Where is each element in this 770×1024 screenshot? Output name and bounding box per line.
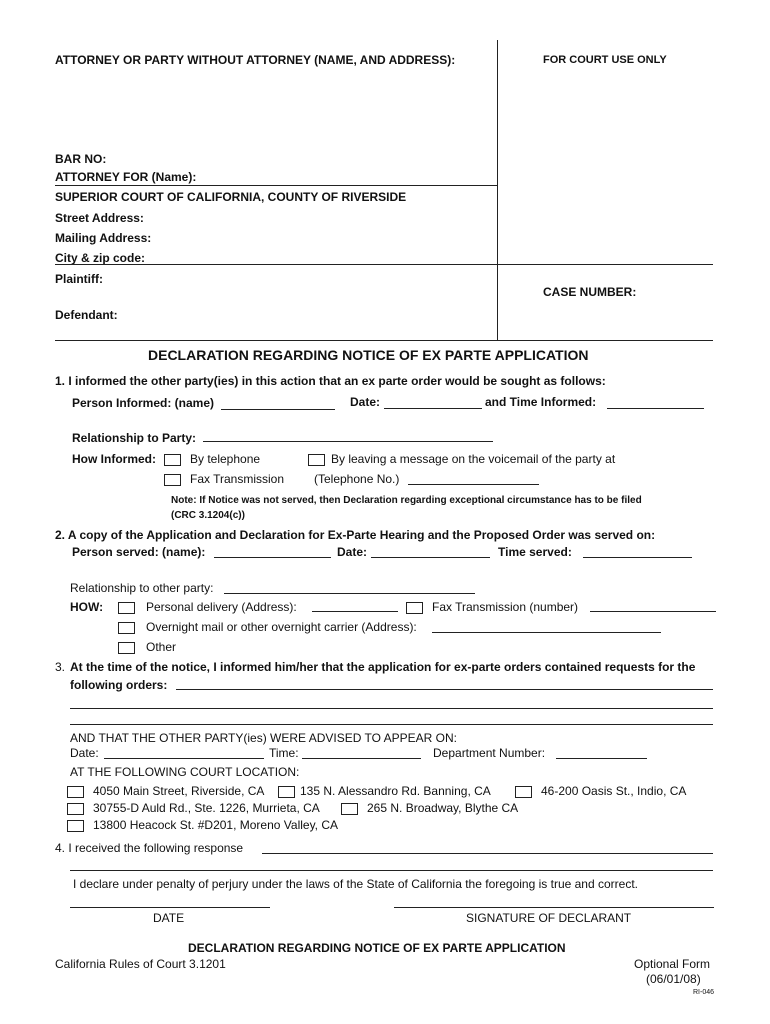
banning-checkbox[interactable]: [278, 786, 295, 798]
appear-date-field[interactable]: [104, 758, 264, 759]
personal-delivery-checkbox[interactable]: [118, 602, 135, 614]
court-box-bottom: [55, 264, 713, 265]
signature-field[interactable]: [394, 907, 714, 908]
section3-text1: At the time of the notice, I informed him/her that the application for ex-parte orders contained requests for the: [70, 660, 696, 674]
murrieta-label: 30755-D Auld Rd., Ste. 1226, Murrieta, CA: [93, 801, 320, 815]
how-label: HOW:: [70, 600, 104, 614]
time-served-label: Time served:: [498, 545, 572, 559]
court-name: SUPERIOR COURT OF CALIFORNIA, COUNTY OF RIVERSIDE: [55, 190, 407, 204]
appear-time-label: Time:: [269, 746, 299, 760]
section3-text2: following orders:: [70, 678, 168, 692]
relationship-label: Relationship to Party:: [72, 431, 197, 445]
relationship-field[interactable]: [203, 441, 493, 442]
orders-field-3[interactable]: [70, 724, 713, 725]
banning-label: 135 N. Alessandro Rd. Banning, CA: [300, 784, 491, 798]
declaration-text: I declare under penalty of perjury under the laws of the State of California the foregoing is true and correct.: [73, 877, 638, 891]
form-title: DECLARATION REGARDING NOTICE OF EX PARTE APPLICATION: [148, 347, 589, 363]
rules-label: California Rules of Court 3.1201: [55, 957, 226, 971]
form-code: RI-046: [693, 989, 715, 996]
appear-time-field[interactable]: [302, 758, 421, 759]
by-telephone-label: By telephone: [190, 452, 261, 466]
orders-field-2[interactable]: [70, 708, 713, 709]
street-address-label: Street Address:: [55, 211, 144, 225]
date-label: DATE: [153, 911, 185, 925]
by-message-checkbox[interactable]: [308, 454, 325, 466]
person-informed-label: Person Informed: (name): [72, 396, 215, 410]
case-number-label: CASE NUMBER:: [543, 285, 637, 299]
time-informed-field[interactable]: [607, 408, 704, 409]
attorney-label: ATTORNEY OR PARTY WITHOUT ATTORNEY (NAME, AND ADDRESS):: [55, 53, 456, 67]
bar-no-label: BAR NO:: [55, 152, 107, 166]
section3-number: 3.: [55, 660, 66, 674]
response-field-2[interactable]: [70, 870, 713, 871]
header-box-bottom: [55, 340, 713, 341]
dept-number-label: Department Number:: [433, 746, 546, 760]
section4-text: 4. I received the following response: [55, 841, 244, 855]
personal-delivery-field[interactable]: [312, 611, 398, 612]
riverside-label: 4050 Main Street, Riverside, CA: [93, 784, 265, 798]
signature-label: SIGNATURE OF DECLARANT: [466, 911, 632, 925]
riverside-checkbox[interactable]: [67, 786, 84, 798]
dept-number-field[interactable]: [556, 758, 647, 759]
section2-text: 2. A copy of the Application and Declaration for Ex-Parte Hearing and the Proposed Order was served on:: [55, 528, 656, 542]
date-informed-label: Date:: [350, 395, 381, 409]
attorney-for-label: ATTORNEY FOR (Name):: [55, 170, 197, 184]
moreno-valley-checkbox[interactable]: [67, 820, 84, 832]
optional-form-label: Optional Form: [634, 957, 711, 971]
fax-number-label: Fax Transmission (number): [432, 600, 579, 614]
by-telephone-checkbox[interactable]: [164, 454, 181, 466]
note-line1: Note: If Notice was not served, then Declaration regarding exceptional circumstance has to be filed: [171, 495, 642, 506]
fax-number-checkbox[interactable]: [406, 602, 423, 614]
response-field-1[interactable]: [262, 853, 713, 854]
how-informed-label: How Informed:: [72, 452, 156, 466]
by-message-label: By leaving a message on the voicemail of the party at: [331, 452, 616, 466]
attorney-box-bottom: [55, 185, 497, 186]
form-version: (06/01/08): [646, 972, 701, 986]
relationship-other-label: Relationship to other party:: [70, 581, 214, 595]
appear-date-label: Date:: [70, 746, 99, 760]
defendant-label: Defendant:: [55, 308, 118, 322]
relationship-other-field[interactable]: [224, 593, 475, 594]
indio-label: 46-200 Oasis St., Indio, CA: [541, 784, 687, 798]
appear-text: AND THAT THE OTHER PARTY(ies) WERE ADVISED TO APPEAR ON:: [70, 731, 457, 745]
fax-checkbox[interactable]: [164, 474, 181, 486]
time-informed-label: and Time Informed:: [485, 395, 597, 409]
blythe-label: 265 N. Broadway, Blythe CA: [367, 801, 519, 815]
city-zip-label: City & zip code:: [55, 251, 146, 265]
person-served-field[interactable]: [214, 557, 331, 558]
date-served-label: Date:: [337, 545, 368, 559]
other-label: Other: [146, 640, 177, 654]
plaintiff-label: Plaintiff:: [55, 272, 103, 286]
moreno-valley-label: 13800 Heacock St. #D201, Moreno Valley, CA: [93, 818, 339, 832]
date-signature-field[interactable]: [70, 907, 270, 908]
court-use-label: FOR COURT USE ONLY: [543, 54, 667, 66]
murrieta-checkbox[interactable]: [67, 803, 84, 815]
date-informed-field[interactable]: [384, 408, 482, 409]
overnight-checkbox[interactable]: [118, 622, 135, 634]
person-informed-field[interactable]: [221, 409, 335, 410]
overnight-label: Overnight mail or other overnight carrier (Address):: [146, 620, 417, 634]
fax-label: Fax Transmission: [190, 472, 285, 486]
person-served-label: Person served: (name):: [72, 545, 206, 559]
footer-title: DECLARATION REGARDING NOTICE OF EX PARTE APPLICATION: [188, 941, 566, 955]
orders-field-1[interactable]: [176, 689, 713, 690]
telephone-no-label: (Telephone No.): [314, 472, 400, 486]
header-divider: [497, 40, 498, 340]
note-line2: (CRC 3.1204(c)): [171, 510, 245, 521]
blythe-checkbox[interactable]: [341, 803, 358, 815]
fax-number-field[interactable]: [590, 611, 716, 612]
personal-delivery-label: Personal delivery (Address):: [146, 600, 297, 614]
indio-checkbox[interactable]: [515, 786, 532, 798]
mailing-address-label: Mailing Address:: [55, 231, 152, 245]
overnight-field[interactable]: [432, 632, 661, 633]
date-served-field[interactable]: [371, 557, 490, 558]
other-checkbox[interactable]: [118, 642, 135, 654]
telephone-no-field[interactable]: [408, 484, 539, 485]
time-served-field[interactable]: [583, 557, 692, 558]
section1-text: 1. I informed the other party(ies) in this action that an ex parte order would be sought as follows:: [55, 374, 606, 388]
court-location-label: AT THE FOLLOWING COURT LOCATION:: [70, 765, 300, 779]
